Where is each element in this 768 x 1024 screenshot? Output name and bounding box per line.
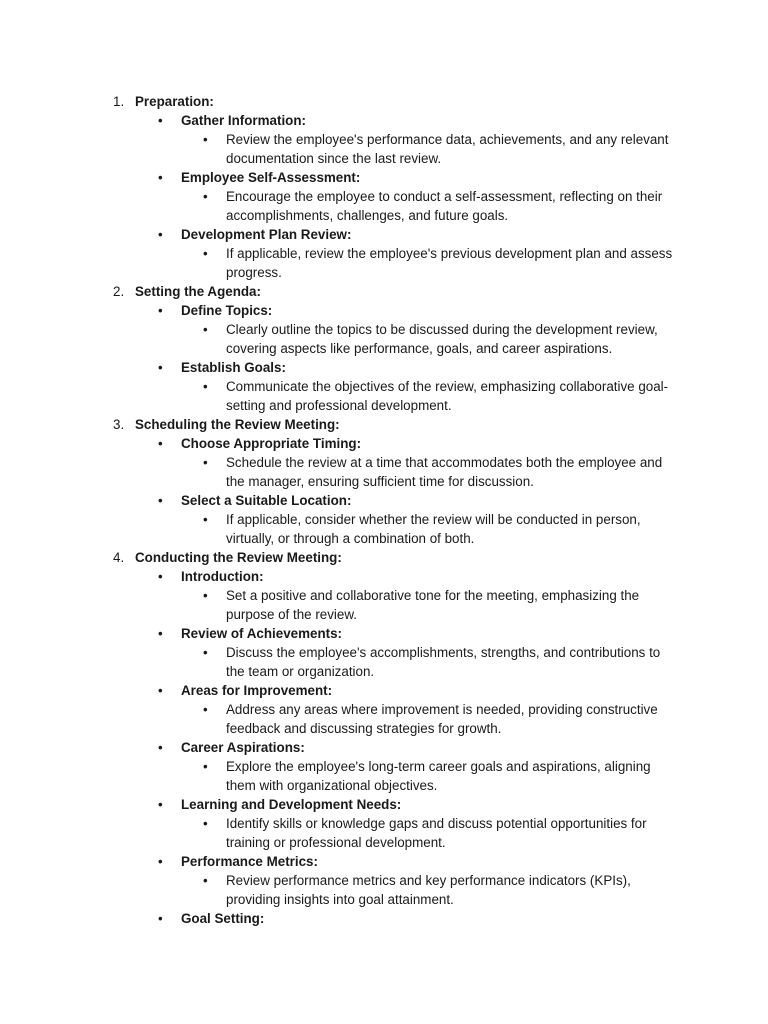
bullet-icon: • xyxy=(158,303,163,318)
outline-item xyxy=(135,111,768,168)
bullet-icon: • xyxy=(158,911,163,926)
section-item-list xyxy=(135,111,768,282)
item-detail-list xyxy=(181,510,768,548)
bullet-icon: • xyxy=(203,512,208,527)
item-detail-list xyxy=(181,453,768,491)
outline-section xyxy=(0,92,768,282)
item-title: Gather Information: xyxy=(181,113,306,128)
bullet-icon: • xyxy=(158,740,163,755)
item-detail-list xyxy=(181,187,768,225)
bullet-icon: • xyxy=(158,436,163,451)
outline-item xyxy=(135,434,768,491)
item-title: Define Topics: xyxy=(181,303,273,318)
item-title: Areas for Improvement: xyxy=(181,683,333,698)
outline-section xyxy=(0,548,768,928)
outline-section xyxy=(0,415,768,548)
section-number: 1. xyxy=(113,94,125,109)
item-title: Employee Self-Assessment: xyxy=(181,170,361,185)
outline-item xyxy=(135,909,768,928)
detail-item xyxy=(181,757,678,795)
bullet-icon: • xyxy=(203,645,208,660)
item-title: Choose Appropriate Timing: xyxy=(181,436,362,451)
outline-item xyxy=(135,491,768,548)
item-title: Development Plan Review: xyxy=(181,227,352,242)
bullet-icon: • xyxy=(203,455,208,470)
detail-item xyxy=(181,510,678,548)
detail-text: Set a positive and collaborative tone for the meeting, emphasizing the purpose of the review. xyxy=(226,588,640,622)
detail-text: If applicable, consider whether the review will be conducted in person, virtually, or through a combination of both. xyxy=(226,512,641,546)
bullet-icon: • xyxy=(158,569,163,584)
detail-text: Clearly outline the topics to be discussed during the development review, covering aspects like performance, goals, and career aspirations. xyxy=(226,322,658,356)
bullet-icon: • xyxy=(158,113,163,128)
detail-text: Encourage the employee to conduct a self-assessment, reflecting on their accomplishments, challenges, and future goals. xyxy=(226,189,663,223)
outline-item xyxy=(135,168,768,225)
outline-item xyxy=(135,681,768,738)
section-title: Conducting the Review Meeting: xyxy=(135,550,342,565)
detail-item xyxy=(181,377,678,415)
item-detail-list xyxy=(181,643,768,681)
section-number: 3. xyxy=(113,417,125,432)
detail-text: Explore the employee's long-term career goals and aspirations, aligning them with organizational objectives. xyxy=(226,759,651,793)
section-item-list xyxy=(135,567,768,928)
section-item-list xyxy=(135,301,768,415)
item-detail-list xyxy=(181,757,768,795)
outline-item xyxy=(135,567,768,624)
item-title: Review of Achievements: xyxy=(181,626,342,641)
item-detail-list xyxy=(181,320,768,358)
detail-item xyxy=(181,871,678,909)
bullet-icon: • xyxy=(158,854,163,869)
detail-item xyxy=(181,586,678,624)
item-title: Learning and Development Needs: xyxy=(181,797,402,812)
item-detail-list xyxy=(181,244,768,282)
bullet-icon: • xyxy=(158,170,163,185)
outline-item xyxy=(135,852,768,909)
bullet-icon: • xyxy=(203,588,208,603)
item-title: Establish Goals: xyxy=(181,360,286,375)
bullet-icon: • xyxy=(158,360,163,375)
section-number: 2. xyxy=(113,284,125,299)
item-detail-list xyxy=(181,700,768,738)
item-title: Goal Setting: xyxy=(181,911,265,926)
bullet-icon: • xyxy=(203,873,208,888)
item-title: Select a Suitable Location: xyxy=(181,493,352,508)
bullet-icon: • xyxy=(158,493,163,508)
detail-item xyxy=(181,814,678,852)
detail-item xyxy=(181,320,678,358)
outline-item xyxy=(135,301,768,358)
bullet-icon: • xyxy=(203,189,208,204)
detail-text: Address any areas where improvement is needed, providing constructive feedback and discussing strategies for growth. xyxy=(226,702,658,736)
outline-item xyxy=(135,795,768,852)
outline-item xyxy=(135,624,768,681)
item-detail-list xyxy=(181,377,768,415)
detail-item xyxy=(181,700,678,738)
detail-text: Review performance metrics and key performance indicators (KPIs), providing insights into goal attainment. xyxy=(226,873,631,907)
detail-item xyxy=(181,453,678,491)
detail-text: If applicable, review the employee's previous development plan and assess progress. xyxy=(226,246,673,280)
section-list xyxy=(0,92,768,928)
section-title: Setting the Agenda: xyxy=(135,284,261,299)
item-title: Performance Metrics: xyxy=(181,854,318,869)
bullet-icon: • xyxy=(203,759,208,774)
bullet-icon: • xyxy=(203,132,208,147)
item-detail-list xyxy=(181,871,768,909)
bullet-icon: • xyxy=(158,227,163,242)
section-number: 4. xyxy=(113,550,125,565)
document-page xyxy=(0,92,768,928)
detail-item xyxy=(181,187,678,225)
detail-item xyxy=(181,130,678,168)
bullet-icon: • xyxy=(203,246,208,261)
bullet-icon: • xyxy=(203,322,208,337)
bullet-icon: • xyxy=(158,683,163,698)
item-detail-list xyxy=(181,586,768,624)
bullet-icon: • xyxy=(158,797,163,812)
outline-item xyxy=(135,738,768,795)
detail-text: Schedule the review at a time that accommodates both the employee and the manager, ensuring sufficient time for discussion. xyxy=(226,455,663,489)
item-detail-list xyxy=(181,814,768,852)
section-title: Preparation: xyxy=(135,94,214,109)
item-detail-list xyxy=(181,130,768,168)
detail-text: Communicate the objectives of the review, emphasizing collaborative goal-setting and professional development. xyxy=(226,379,669,413)
outline-item xyxy=(135,225,768,282)
bullet-icon: • xyxy=(158,626,163,641)
detail-item xyxy=(181,643,678,681)
detail-item xyxy=(181,244,678,282)
item-title: Introduction: xyxy=(181,569,264,584)
bullet-icon: • xyxy=(203,816,208,831)
outline-item xyxy=(135,358,768,415)
outline-section xyxy=(0,282,768,415)
detail-text: Identify skills or knowledge gaps and discuss potential opportunities for training or professional development. xyxy=(226,816,647,850)
detail-text: Review the employee's performance data, achievements, and any relevant documentation since the last review. xyxy=(226,132,669,166)
bullet-icon: • xyxy=(203,379,208,394)
section-item-list xyxy=(135,434,768,548)
bullet-icon: • xyxy=(203,702,208,717)
detail-text: Discuss the employee's accomplishments, strengths, and contributions to the team or organization. xyxy=(226,645,661,679)
item-title: Career Aspirations: xyxy=(181,740,305,755)
section-title: Scheduling the Review Meeting: xyxy=(135,417,340,432)
